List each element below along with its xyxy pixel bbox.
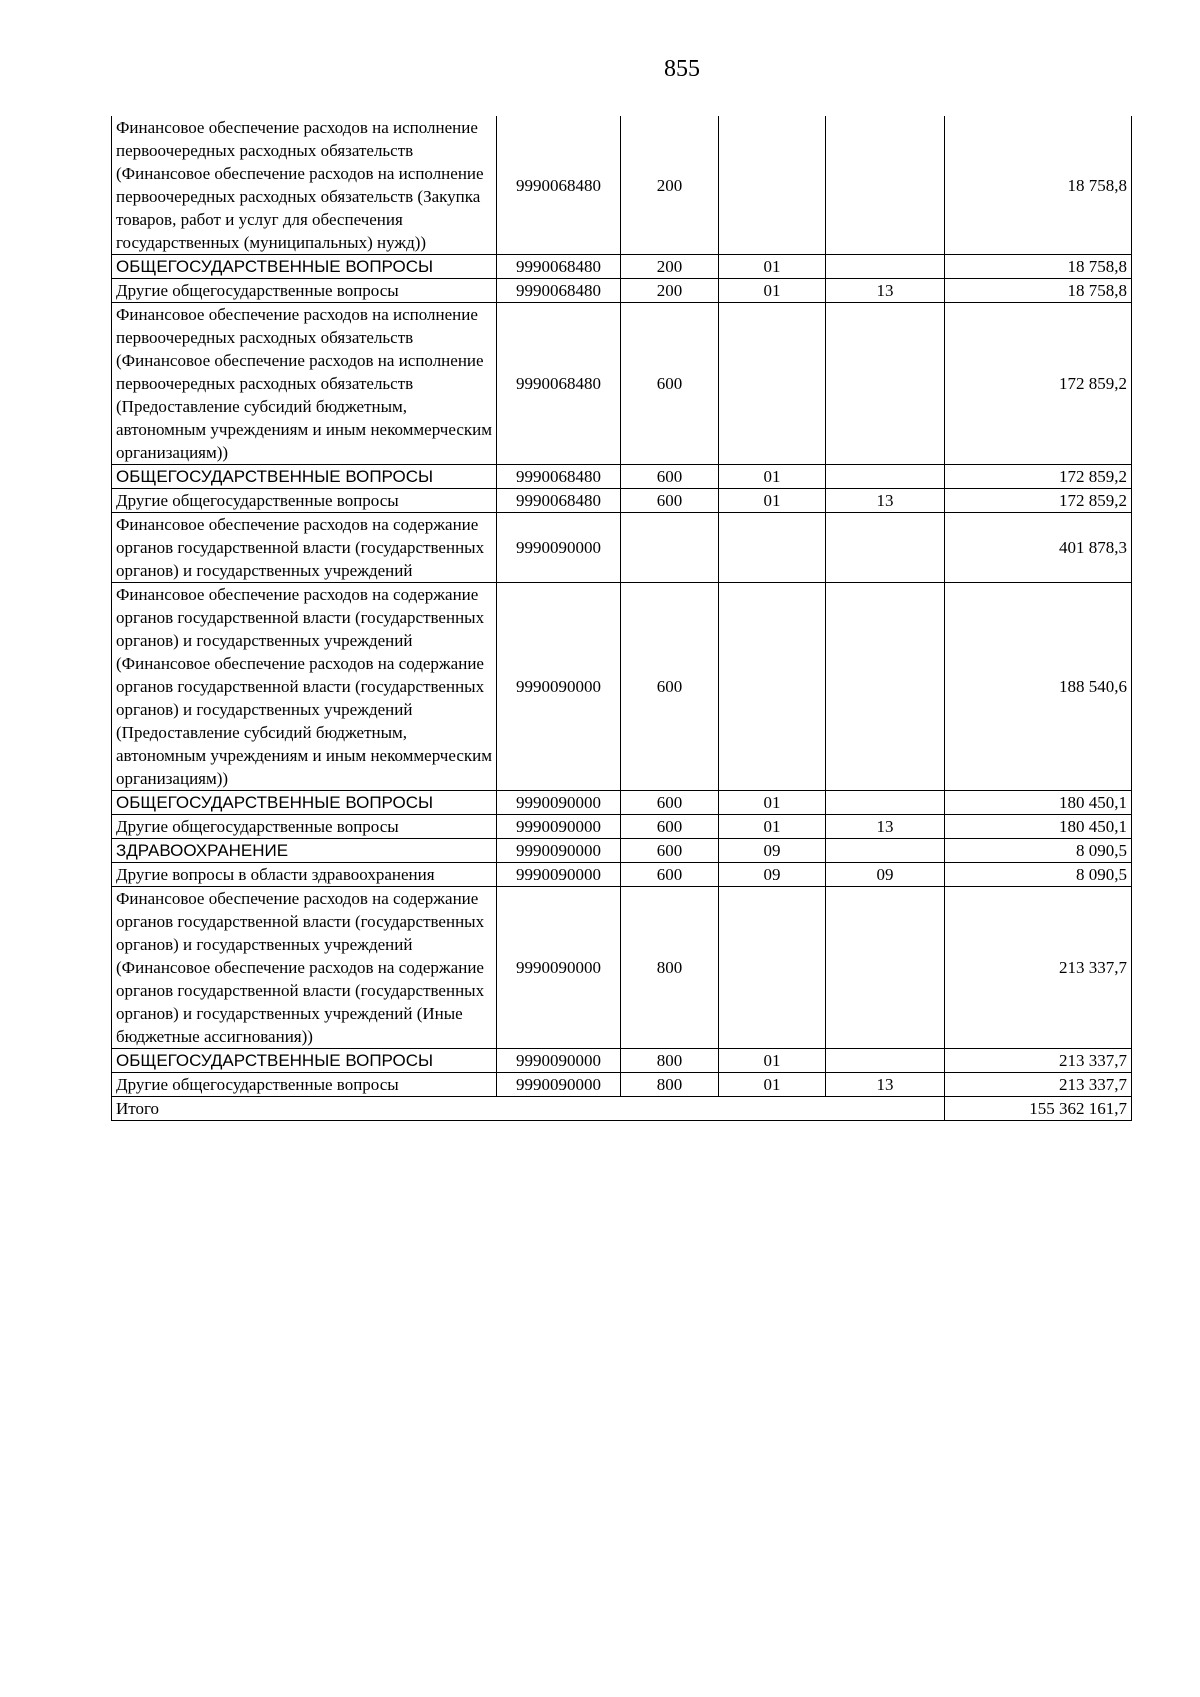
table-row [112,255,1132,279]
row-csr: 9990068480 [497,465,621,489]
row-csr: 9990090000 [497,1073,621,1097]
row-rz: 01 [719,1049,826,1073]
row-rz [719,116,826,255]
table-row [112,279,1132,303]
budget-table [111,116,1132,1121]
row-vr: 600 [621,791,719,815]
row-csr: 9990068480 [497,255,621,279]
row-csr: 9990090000 [497,839,621,863]
row-pr [826,116,945,255]
row-sum: 172 859,2 [945,489,1132,513]
row-pr [826,1049,945,1073]
row-pr: 13 [826,815,945,839]
table-row [112,489,1132,513]
table-row [112,1073,1132,1097]
row-rz: 09 [719,863,826,887]
row-vr: 200 [621,255,719,279]
row-pr [826,465,945,489]
row-vr: 600 [621,583,719,791]
row-csr: 9990090000 [497,815,621,839]
row-name: Финансовое обеспечение расходов на исполнение первоочередных расходных обязательств (Финансовое обеспечение расходов на исполнение первоочередных расходных обязательств (Предоставление субсидий бюджетным, автономным учреждениям и иным некоммерческим организациям)) [112,303,497,465]
row-sum: 18 758,8 [945,279,1132,303]
row-csr: 9990090000 [497,863,621,887]
row-csr: 9990090000 [497,887,621,1049]
row-sum: 172 859,2 [945,303,1132,465]
table-row [112,465,1132,489]
row-pr: 09 [826,863,945,887]
row-csr: 9990090000 [497,791,621,815]
row-pr [826,887,945,1049]
row-rz [719,583,826,791]
table-row [112,303,1132,465]
row-vr: 600 [621,489,719,513]
row-name: ЗДРАВООХРАНЕНИЕ [112,839,497,863]
row-rz: 01 [719,815,826,839]
total-sum: 155 362 161,7 [945,1097,1132,1121]
row-sum: 8 090,5 [945,863,1132,887]
row-pr: 13 [826,279,945,303]
table-row [112,791,1132,815]
row-rz: 01 [719,1073,826,1097]
row-sum: 180 450,1 [945,791,1132,815]
row-pr [826,791,945,815]
row-name: Другие общегосударственные вопросы [112,279,497,303]
row-rz: 01 [719,489,826,513]
row-csr: 9990068480 [497,489,621,513]
total-label: Итого [112,1097,945,1121]
row-vr: 600 [621,839,719,863]
row-vr: 200 [621,279,719,303]
row-rz: 01 [719,279,826,303]
row-vr: 600 [621,303,719,465]
row-name: Финансовое обеспечение расходов на содержание органов государственной власти (государственных органов) и государственных учреждений [112,513,497,583]
row-name: Другие общегосударственные вопросы [112,489,497,513]
row-pr [826,583,945,791]
row-csr: 9990090000 [497,583,621,791]
row-sum: 213 337,7 [945,1049,1132,1073]
row-sum: 180 450,1 [945,815,1132,839]
row-vr: 800 [621,887,719,1049]
row-vr: 600 [621,815,719,839]
row-name: Финансовое обеспечение расходов на исполнение первоочередных расходных обязательств (Финансовое обеспечение расходов на исполнение первоочередных расходных обязательств (Закупка товаров, работ и услуг для обеспечения государственных (муниципальных) нужд)) [112,116,497,255]
row-rz: 01 [719,791,826,815]
row-rz: 01 [719,255,826,279]
row-sum: 213 337,7 [945,1073,1132,1097]
row-name: Финансовое обеспечение расходов на содержание органов государственной власти (государственных органов) и государственных учреждений (Финансовое обеспечение расходов на содержание органов государственной власти (государственных органов) и государственных учреждений (Предоставление субсидий бюджетным, автономным учреждениям и иным некоммерческим организациям)) [112,583,497,791]
row-pr [826,839,945,863]
row-sum: 188 540,6 [945,583,1132,791]
row-vr: 600 [621,465,719,489]
row-vr [621,513,719,583]
row-rz: 09 [719,839,826,863]
row-pr [826,303,945,465]
row-name: Финансовое обеспечение расходов на содержание органов государственной власти (государственных органов) и государственных учреждений (Финансовое обеспечение расходов на содержание органов государственной власти (государственных органов) и государственных учреждений (Иные бюджетные ассигнования)) [112,887,497,1049]
row-name: Другие вопросы в области здравоохранения [112,863,497,887]
row-vr: 800 [621,1073,719,1097]
row-name: ОБЩЕГОСУДАРСТВЕННЫЕ ВОПРОСЫ [112,791,497,815]
row-sum: 18 758,8 [945,116,1132,255]
row-csr: 9990090000 [497,513,621,583]
table-row [112,839,1132,863]
row-rz [719,513,826,583]
row-sum: 213 337,7 [945,887,1132,1049]
table-row [112,815,1132,839]
row-csr: 9990068480 [497,116,621,255]
row-vr: 200 [621,116,719,255]
budget-table-body [112,116,1132,1121]
row-pr [826,513,945,583]
total-row [112,1097,1132,1121]
row-name: ОБЩЕГОСУДАРСТВЕННЫЕ ВОПРОСЫ [112,465,497,489]
row-csr: 9990068480 [497,303,621,465]
row-pr: 13 [826,1073,945,1097]
row-sum: 18 758,8 [945,255,1132,279]
row-vr: 600 [621,863,719,887]
row-vr: 800 [621,1049,719,1073]
row-rz [719,887,826,1049]
table-row [112,863,1132,887]
table-row [112,887,1132,1049]
table-row [112,513,1132,583]
table-row [112,583,1132,791]
row-csr: 9990090000 [497,1049,621,1073]
row-rz: 01 [719,465,826,489]
row-csr: 9990068480 [497,279,621,303]
row-name: ОБЩЕГОСУДАРСТВЕННЫЕ ВОПРОСЫ [112,255,497,279]
row-name: Другие общегосударственные вопросы [112,1073,497,1097]
row-name: ОБЩЕГОСУДАРСТВЕННЫЕ ВОПРОСЫ [112,1049,497,1073]
page-number: 855 [664,56,700,82]
row-pr [826,255,945,279]
row-rz [719,303,826,465]
row-sum: 401 878,3 [945,513,1132,583]
row-pr: 13 [826,489,945,513]
row-sum: 172 859,2 [945,465,1132,489]
row-name: Другие общегосударственные вопросы [112,815,497,839]
row-sum: 8 090,5 [945,839,1132,863]
table-row [112,1049,1132,1073]
table-row [112,116,1132,255]
